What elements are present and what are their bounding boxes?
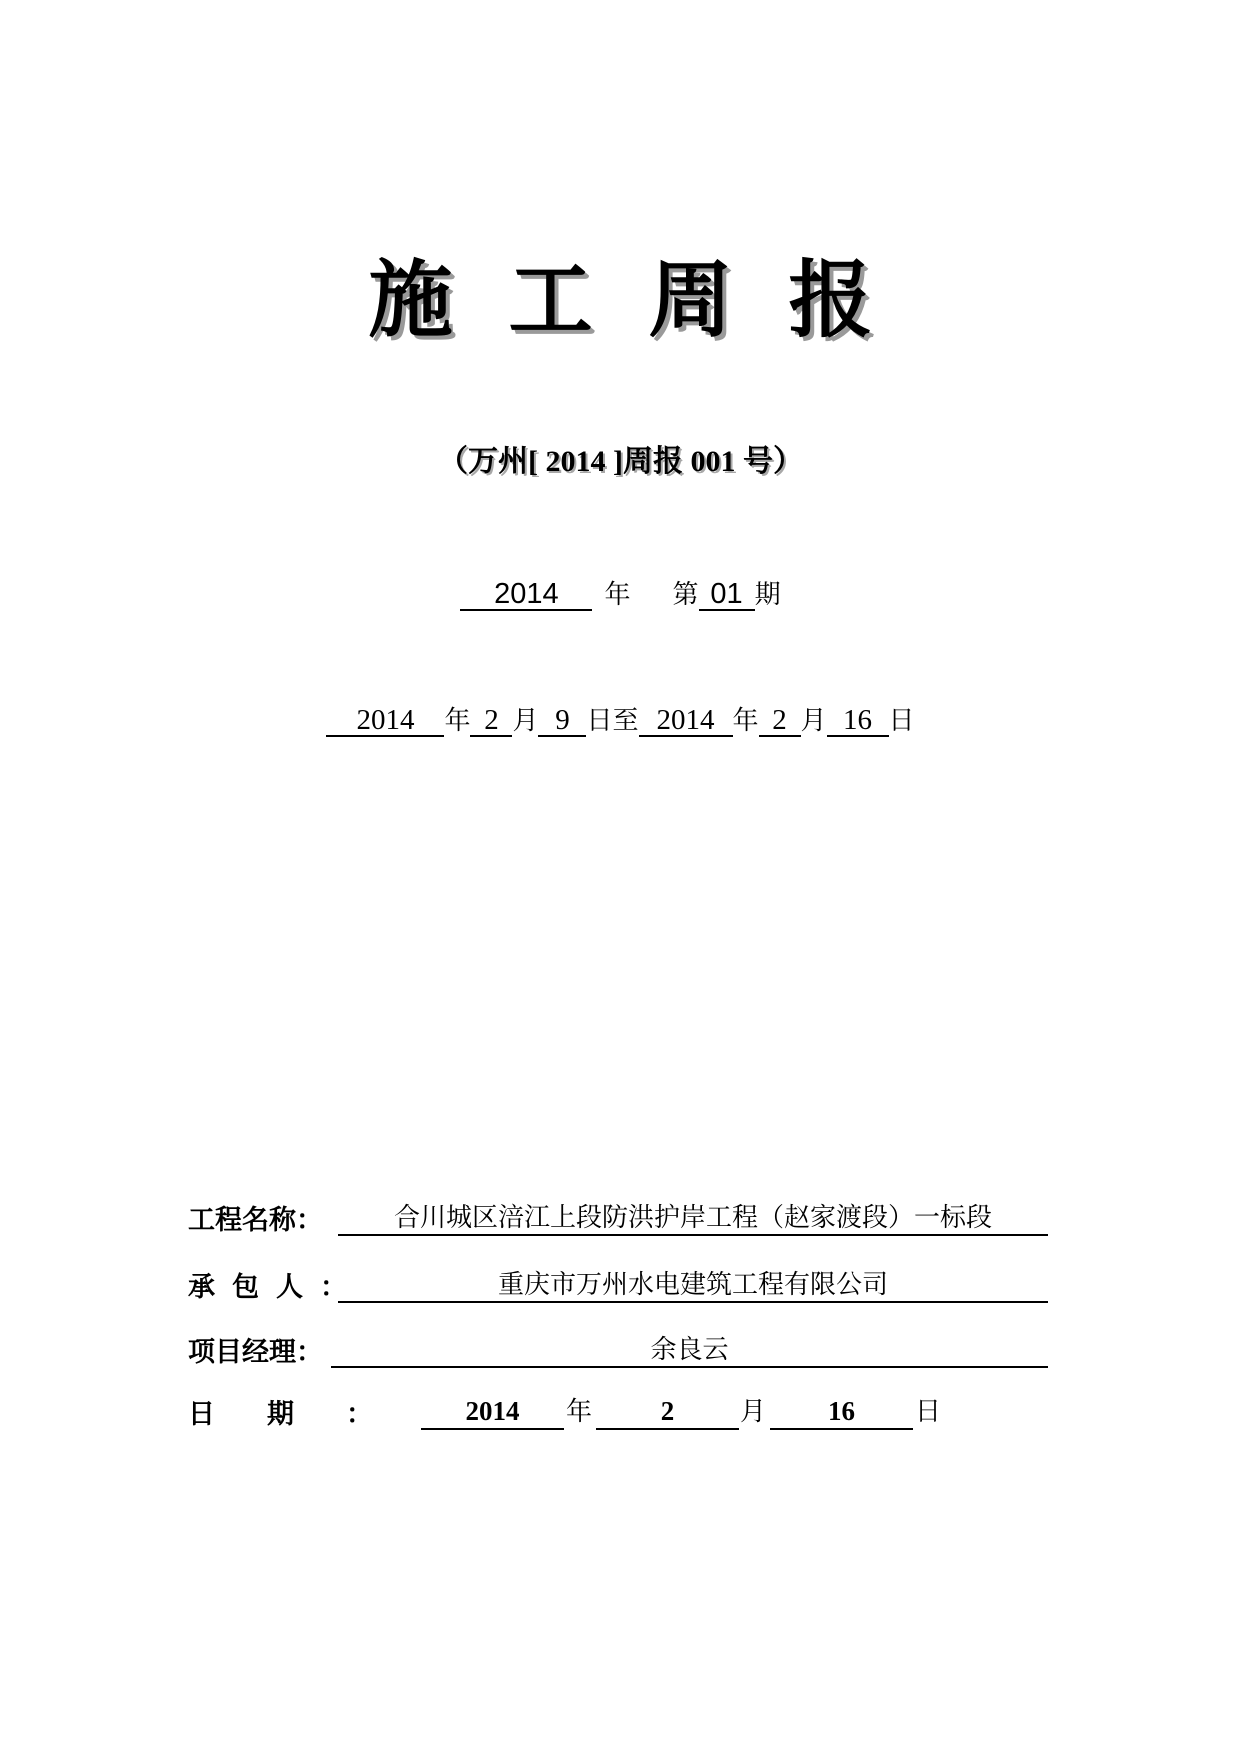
period-line	[0, 703, 1241, 738]
period-to: 日至	[586, 706, 639, 736]
issue-year-unit: 年	[604, 580, 631, 610]
project-manager-value: 余良云	[331, 1337, 1048, 1368]
issue-prefix: 第	[672, 580, 699, 610]
date-year: 2014	[421, 1398, 564, 1430]
date-month-unit: 月	[740, 1397, 767, 1427]
period-start-year-unit: 年	[444, 706, 471, 736]
period-end-month: 2	[759, 705, 801, 737]
document-number: （万州[ 2014 ]周报 001 号）	[438, 445, 803, 478]
period-end-day-unit: 日	[888, 706, 915, 736]
issue-line	[0, 577, 1241, 612]
period-end-month-unit: 月	[800, 706, 827, 736]
issue-year: 2014	[460, 579, 592, 611]
project-name-row	[188, 1196, 1048, 1236]
contractor-row	[188, 1263, 1048, 1303]
date-month: 2	[596, 1398, 739, 1430]
project-name-value: 合川城区涪江上段防洪护岸工程（赵家渡段）一标段	[338, 1205, 1048, 1236]
period-end-year: 2014	[639, 705, 733, 737]
period-start-month-unit: 月	[512, 706, 539, 736]
date-year-unit: 年	[566, 1397, 593, 1427]
contractor-value: 重庆市万州水电建筑工程有限公司	[338, 1272, 1048, 1303]
issue-number: 01	[699, 579, 755, 611]
period-start-month: 2	[470, 705, 512, 737]
project-manager-row	[188, 1328, 1048, 1368]
date-label: 日期：	[188, 1399, 425, 1430]
period-start-year: 2014	[326, 705, 444, 737]
date-row	[188, 1390, 1048, 1430]
date-day-unit: 日	[915, 1397, 942, 1427]
contractor-label: 承包人：	[188, 1272, 364, 1303]
period-end-year-unit: 年	[732, 706, 759, 736]
project-manager-label: 项目经理：	[188, 1337, 323, 1368]
issue-suffix: 期	[754, 580, 781, 610]
report-title: 施工周报	[368, 250, 929, 349]
period-start-day: 9	[538, 705, 586, 737]
project-name-label: 工程名称：	[188, 1205, 323, 1236]
period-end-day: 16	[827, 705, 889, 737]
date-day: 16	[770, 1398, 913, 1430]
